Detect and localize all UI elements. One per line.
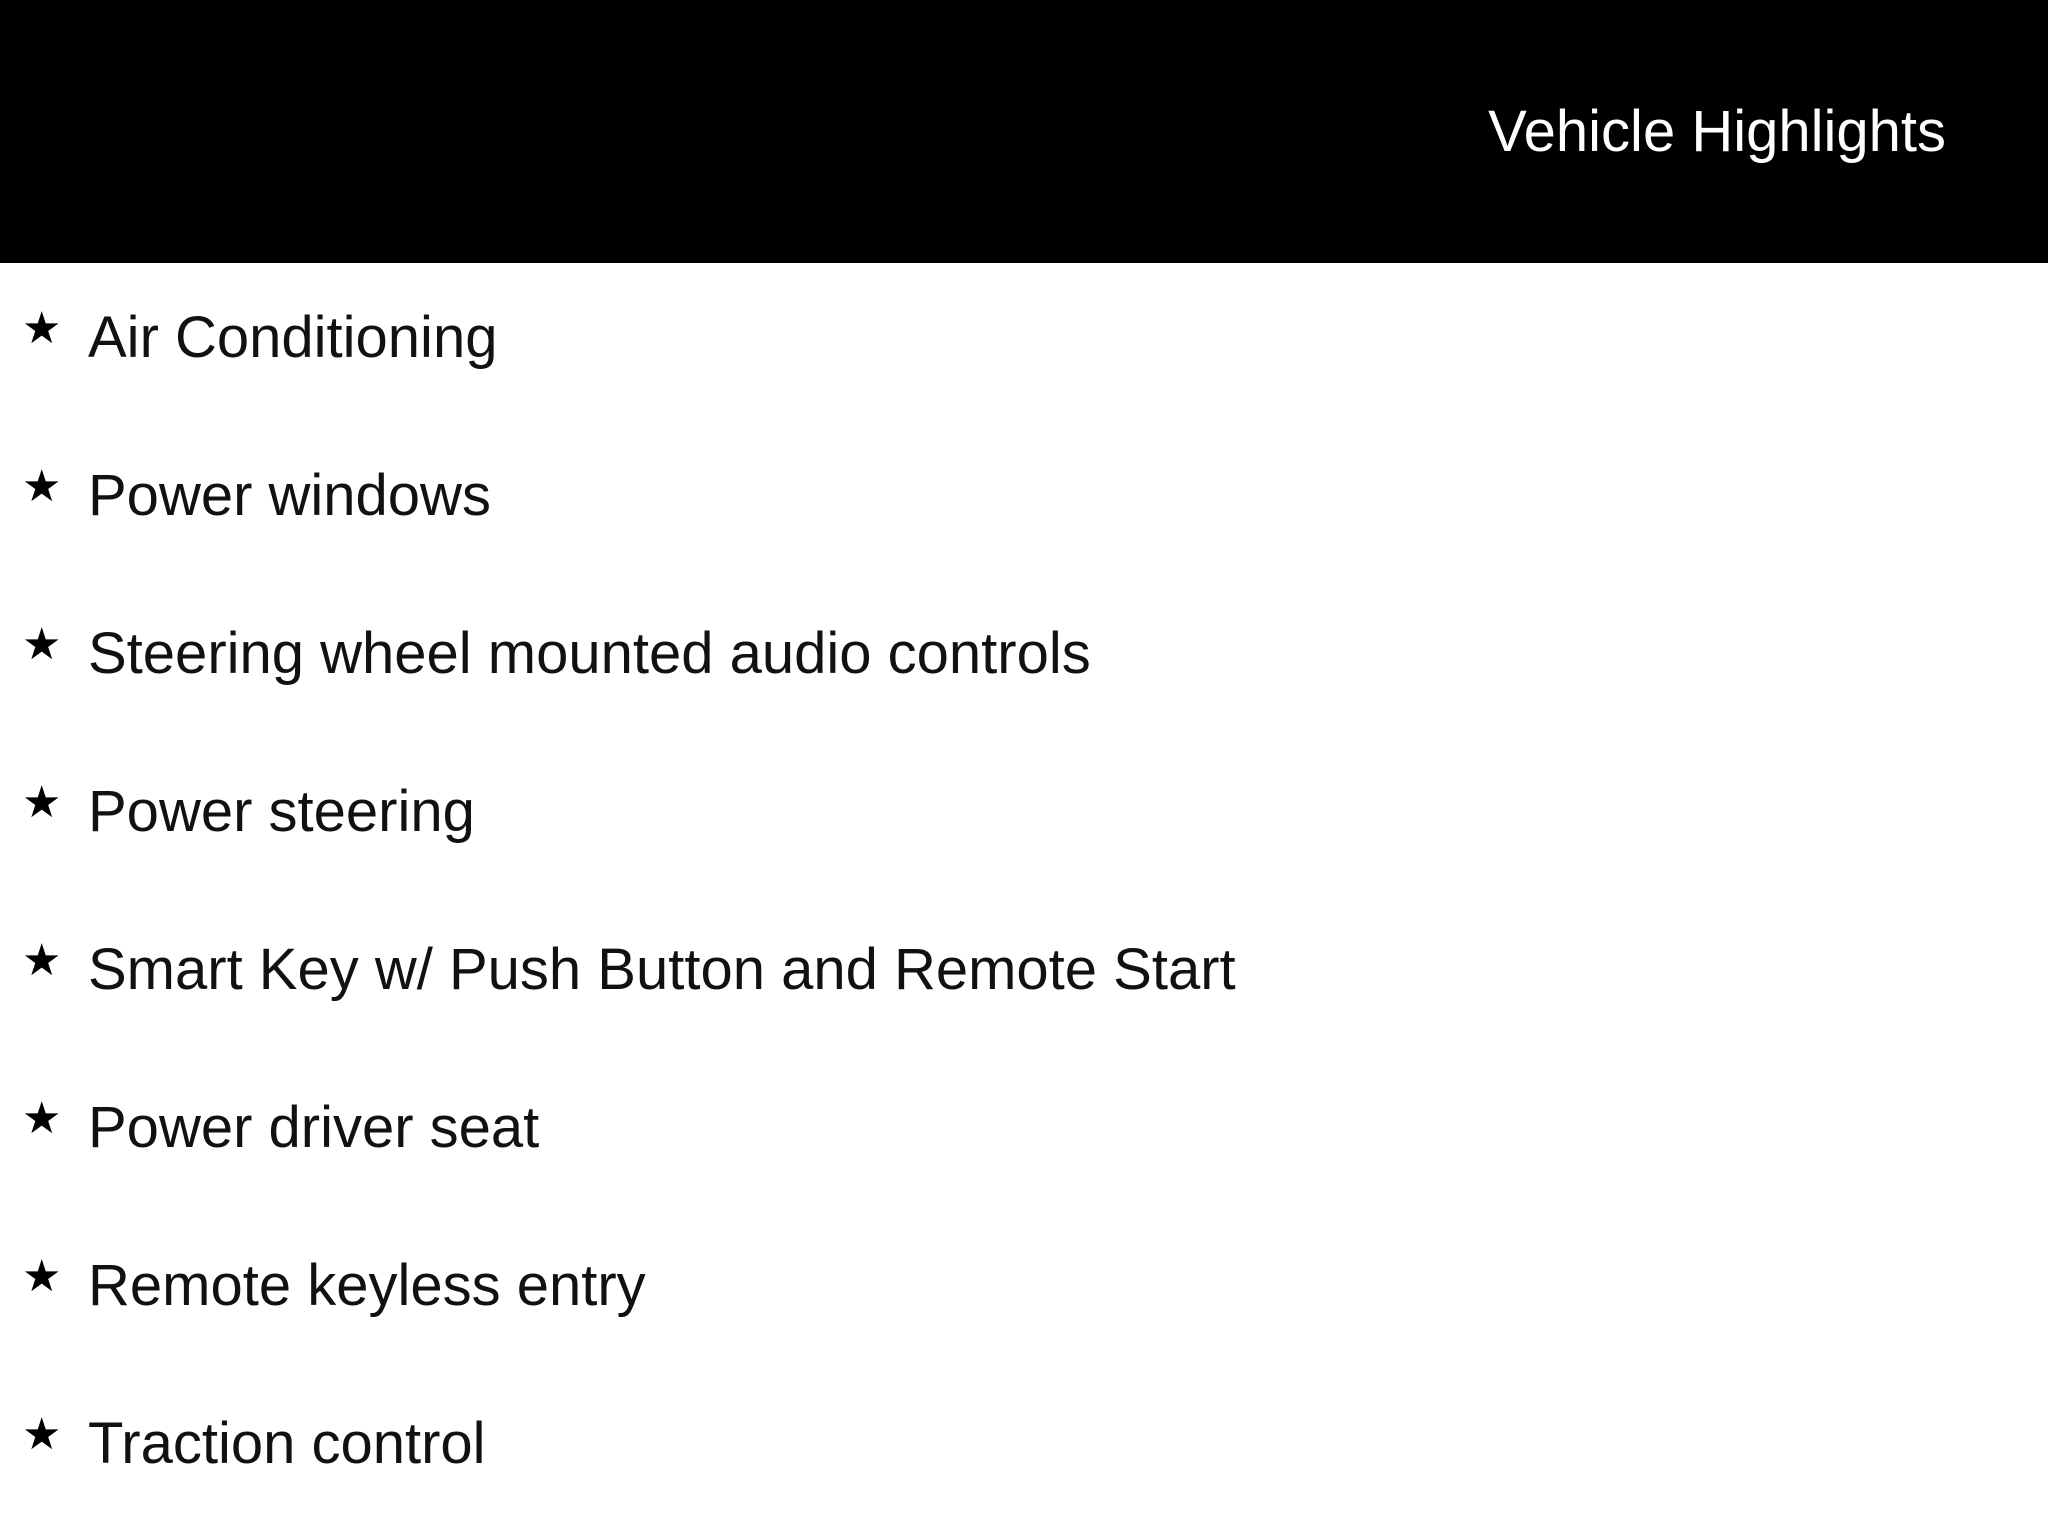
highlight-label: Steering wheel mounted audio controls <box>88 621 1091 686</box>
highlight-label: Power steering <box>88 779 475 844</box>
list-item <box>0 421 2048 579</box>
star-icon: ★ <box>22 1093 62 1144</box>
highlight-label: Power windows <box>88 463 491 528</box>
list-item <box>0 1369 2048 1527</box>
highlight-label: Remote keyless entry <box>88 1253 646 1318</box>
page-title: Vehicle Highlights <box>1488 99 1946 164</box>
list-item <box>0 1053 2048 1211</box>
star-icon: ★ <box>22 461 62 512</box>
header-banner <box>0 0 2048 263</box>
highlight-label: Traction control <box>88 1411 486 1476</box>
list-item <box>0 263 2048 421</box>
list-item <box>0 579 2048 737</box>
list-item <box>0 1211 2048 1369</box>
star-icon: ★ <box>22 935 62 986</box>
star-icon: ★ <box>22 303 62 354</box>
star-icon: ★ <box>22 777 62 828</box>
star-icon: ★ <box>22 619 62 670</box>
vehicle-highlights-list <box>0 263 2048 1527</box>
highlight-label: Power driver seat <box>88 1095 540 1160</box>
list-item <box>0 737 2048 895</box>
star-icon: ★ <box>22 1251 62 1302</box>
highlight-label: Smart Key w/ Push Button and Remote Start <box>88 937 1236 1002</box>
list-item <box>0 895 2048 1053</box>
star-icon: ★ <box>22 1409 62 1460</box>
highlight-label: Air Conditioning <box>88 305 498 370</box>
